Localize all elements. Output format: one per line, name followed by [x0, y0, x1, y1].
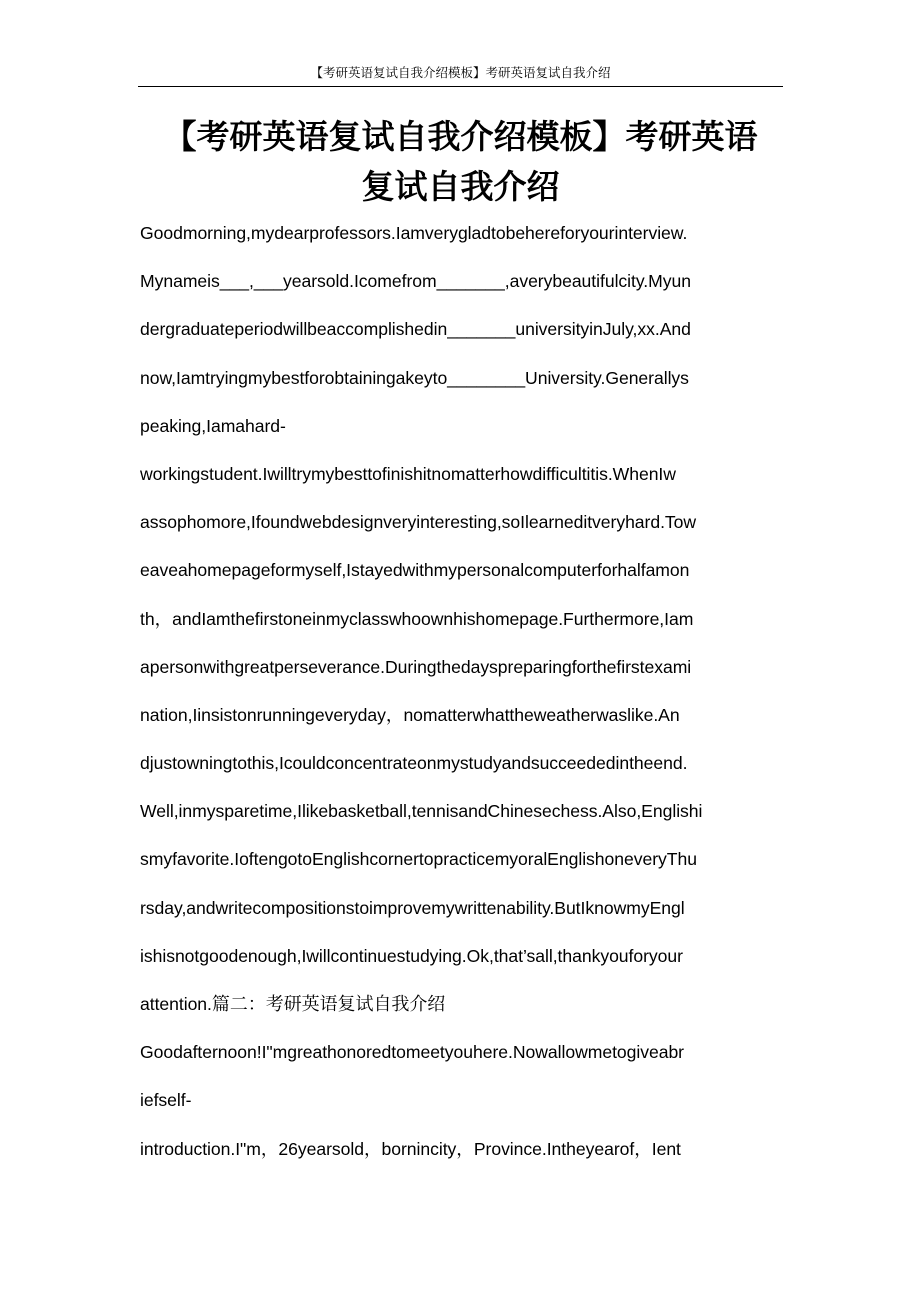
- body-line: Mynameis___,___yearsold.Icomefrom_______,averybeautifulcity.Myun: [140, 271, 691, 292]
- body-line: Well,inmysparetime,Ilikebasketball,tennisandChinesechess.Also,Englishi: [140, 801, 703, 822]
- body-line: nation,Iinsistonrunningeveryday，nomatterwhattheweatherwaslike.An: [140, 704, 680, 725]
- body-line: apersonwithgreatperseverance.Duringthedayspreparingforthefirstexami: [140, 656, 692, 677]
- body-line: now,Iamtryingmybestforobtainingakeyto________University.Generallys: [140, 367, 689, 388]
- running-header: 【考研英语复试自我介绍模板】考研英语复试自我介绍: [310, 65, 611, 80]
- document-title: [138, 112, 783, 212]
- body-line: dergraduateperiodwillbeaccomplishedin_______universityinJuly,xx.And: [140, 319, 691, 340]
- body-line: ishisnotgoodenough,Iwillcontinuestudying.Ok,that’sall,thankyouforyour: [140, 945, 683, 966]
- body-line: th，andIamthefirstoneinmyclasswhoownhishomepage.Furthermore,Iam: [140, 608, 694, 629]
- body-line: Goodmorning,mydearprofessors.Iamverygladtobehereforyourinterview.: [140, 223, 688, 243]
- body-line: djustowningtothis,Icouldconcentrateonmystudyandsucceededintheend.: [140, 753, 688, 774]
- body-line: iefself-: [140, 1090, 192, 1111]
- body-line-end: attention.: [140, 994, 212, 1014]
- body-line: rsday,andwritecompositionstoimprovemywrittenability.ButIknowmyEngl: [140, 897, 685, 918]
- body-line: peaking,Iamahard-: [140, 415, 286, 436]
- header-divider: [138, 86, 783, 87]
- document-body: [140, 216, 790, 1180]
- body-line: smyfavorite.IoftengotoEnglishcornertopracticemyoralEnglishoneveryThu: [140, 849, 697, 870]
- body-line: Goodafternoon!I"mgreathonoredtomeetyouhere.Nowallowmetogiveabr: [140, 1042, 684, 1063]
- title-line-1: 【考研英语复试自我介绍模板】考研英语: [163, 117, 758, 156]
- body-line: eaveahomepageformyself,Istayedwithmypersonalcomputerforhalfamon: [140, 560, 690, 581]
- section-2-heading: 篇二：考研英语复试自我介绍: [211, 994, 446, 1015]
- body-line: introduction.I"m，26yearsold，bornincity，Province.Intheyearof，Ient: [140, 1138, 681, 1159]
- body-line: assophomore,Ifoundwebdesignveryinteresting,soIlearneditveryhard.Tow: [140, 512, 697, 533]
- body-line-with-heading: [140, 987, 790, 1035]
- body-line: workingstudent.Iwilltrymybesttofinishitnomatterhowdifficultitis.WhenIw: [140, 463, 676, 484]
- title-line-2: 复试自我介绍: [361, 167, 560, 206]
